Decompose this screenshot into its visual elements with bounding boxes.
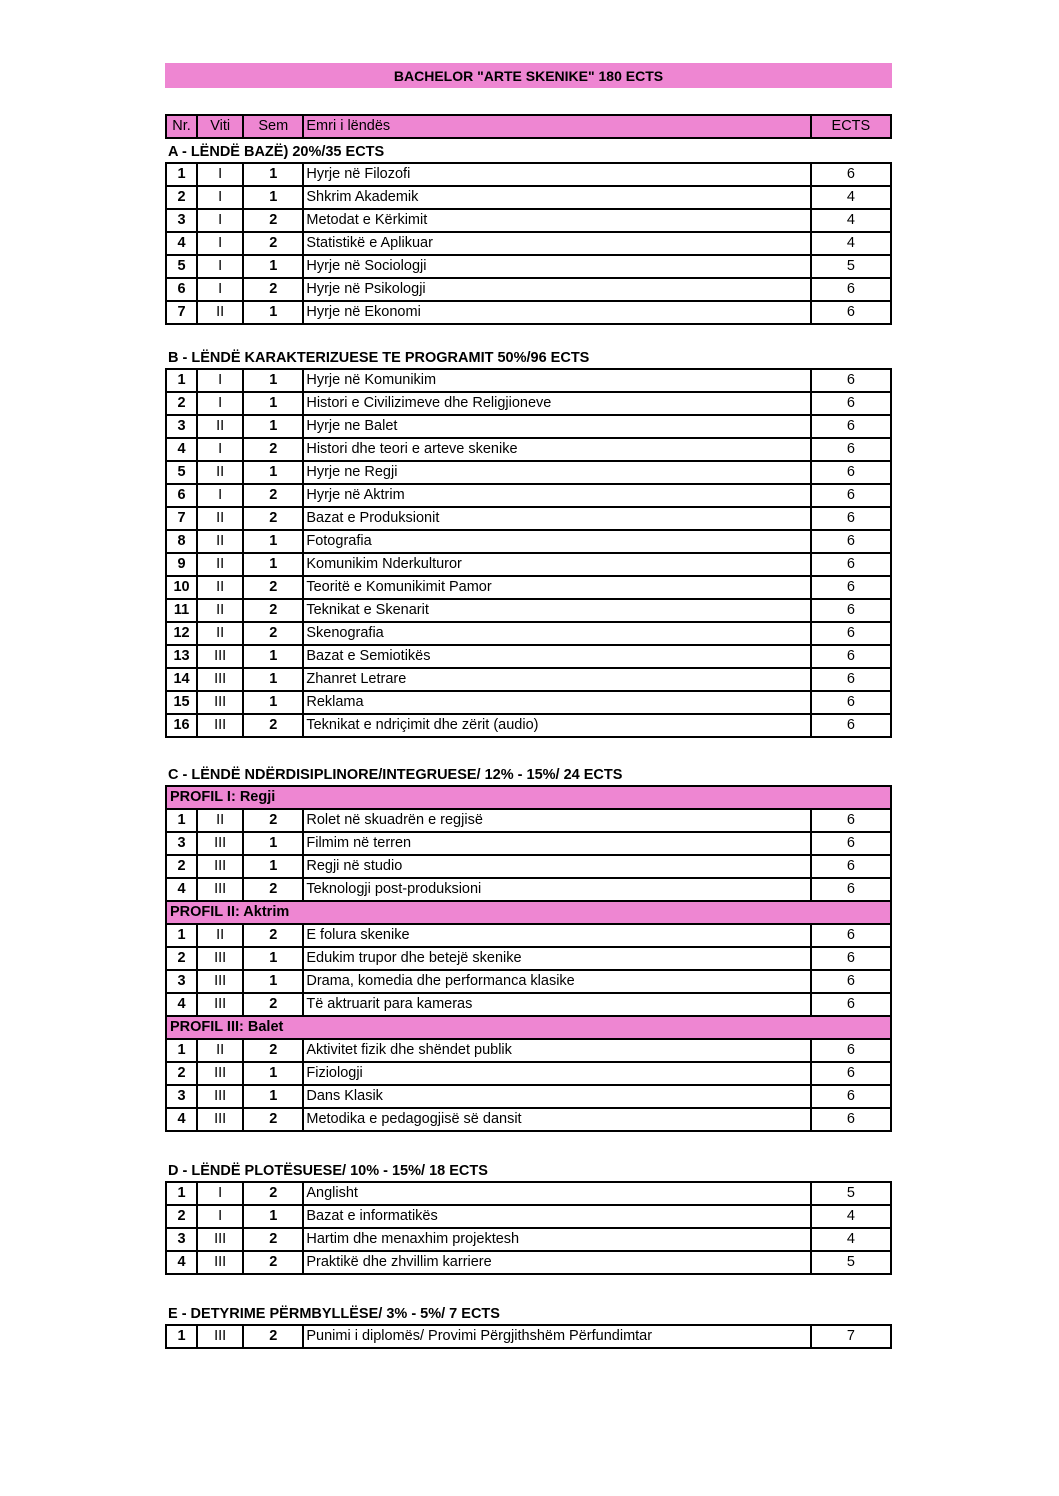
profile-header-row	[166, 1016, 891, 1039]
course-semester: 1	[243, 163, 303, 186]
course-nr: 3	[166, 209, 197, 232]
course-semester: 2	[243, 576, 303, 599]
course-nr: 5	[166, 255, 197, 278]
course-year: III	[197, 832, 243, 855]
course-semester: 1	[243, 415, 303, 438]
course-nr: 15	[166, 691, 197, 714]
table-row	[166, 1039, 891, 1062]
course-year: III	[197, 855, 243, 878]
header-ects: ECTS	[811, 115, 891, 138]
course-name: Rolet në skuadrën e regjisë	[303, 809, 810, 832]
course-name: Fotografia	[303, 530, 810, 553]
course-nr: 4	[166, 1108, 197, 1131]
course-semester: 2	[243, 878, 303, 901]
course-name: Komunikim Nderkulturor	[303, 553, 810, 576]
header-viti: Viti	[197, 115, 243, 138]
course-year: III	[197, 691, 243, 714]
course-name: Teknologji post-produksioni	[303, 878, 810, 901]
course-year: I	[197, 186, 243, 209]
course-semester: 2	[243, 1325, 303, 1348]
course-nr: 4	[166, 438, 197, 461]
course-ects: 4	[811, 209, 891, 232]
course-nr: 10	[166, 576, 197, 599]
course-year: III	[197, 668, 243, 691]
course-name: Edukim trupor dhe betejë skenike	[303, 947, 810, 970]
course-year: III	[197, 878, 243, 901]
course-name: Metodat e Kërkimit	[303, 209, 810, 232]
course-ects: 6	[811, 714, 891, 737]
course-nr: 4	[166, 1251, 197, 1274]
table-row	[166, 1228, 891, 1251]
table-row	[166, 855, 891, 878]
table-rows-d	[165, 1181, 892, 1275]
course-semester: 2	[243, 484, 303, 507]
course-nr: 1	[166, 163, 197, 186]
table-rows-a	[165, 162, 892, 325]
table-row	[166, 970, 891, 993]
course-name: Teknikat e Skenarit	[303, 599, 810, 622]
course-semester: 1	[243, 255, 303, 278]
course-year: I	[197, 209, 243, 232]
course-year: III	[197, 970, 243, 993]
course-name: Hyrje ne Regji	[303, 461, 810, 484]
course-name: E folura skenike	[303, 924, 810, 947]
course-ects: 6	[811, 392, 891, 415]
table-row	[166, 484, 891, 507]
course-year: II	[197, 576, 243, 599]
course-nr: 5	[166, 461, 197, 484]
course-year: III	[197, 1325, 243, 1348]
course-name: Shkrim Akademik	[303, 186, 810, 209]
course-nr: 11	[166, 599, 197, 622]
course-name: Hartim dhe menaxhim projektesh	[303, 1228, 810, 1251]
course-semester: 1	[243, 947, 303, 970]
course-year: I	[197, 232, 243, 255]
course-ects: 6	[811, 1085, 891, 1108]
course-name: Aktivitet fizik dhe shëndet publik	[303, 1039, 810, 1062]
course-semester: 2	[243, 714, 303, 737]
course-nr: 9	[166, 553, 197, 576]
course-year: II	[197, 530, 243, 553]
course-year: I	[197, 255, 243, 278]
header-sem: Sem	[243, 115, 303, 138]
course-nr: 2	[166, 186, 197, 209]
course-ects: 6	[811, 576, 891, 599]
course-year: III	[197, 993, 243, 1016]
course-ects: 6	[811, 301, 891, 324]
profile-label: PROFIL I: Regji	[166, 786, 891, 809]
course-nr: 3	[166, 1228, 197, 1251]
course-year: III	[197, 1228, 243, 1251]
table-row	[166, 209, 891, 232]
course-semester: 1	[243, 1205, 303, 1228]
course-year: III	[197, 1108, 243, 1131]
course-semester: 2	[243, 809, 303, 832]
course-name: Hyrje në Komunikim	[303, 369, 810, 392]
section-d-title: D - LËNDË PLOTËSUESE/ 10% - 15%/ 18 ECTS	[168, 1163, 488, 1179]
course-ects: 6	[811, 553, 891, 576]
table-rows-c	[165, 785, 892, 1132]
section-c-title: C - LËNDË NDËRDISIPLINORE/INTEGRUESE/ 12% - 15%/ 24 ECTS	[168, 767, 623, 783]
course-year: III	[197, 1085, 243, 1108]
course-name: Histori dhe teori e arteve skenike	[303, 438, 810, 461]
table-rows-e	[165, 1324, 892, 1349]
course-nr: 4	[166, 878, 197, 901]
course-ects: 6	[811, 993, 891, 1016]
course-nr: 16	[166, 714, 197, 737]
course-name: Bazat e Semiotikës	[303, 645, 810, 668]
course-name: Hyrje në Aktrim	[303, 484, 810, 507]
course-semester: 1	[243, 855, 303, 878]
course-name: Skenografia	[303, 622, 810, 645]
table-row	[166, 1182, 891, 1205]
table-rows-b	[165, 368, 892, 738]
table-row	[166, 392, 891, 415]
course-name: Drama, komedia dhe performanca klasike	[303, 970, 810, 993]
course-nr: 7	[166, 301, 197, 324]
course-ects: 4	[811, 232, 891, 255]
table-row	[166, 186, 891, 209]
table-row	[166, 691, 891, 714]
course-nr: 3	[166, 415, 197, 438]
course-name: Teknikat e ndriçimit dhe zërit (audio)	[303, 714, 810, 737]
course-ects: 7	[811, 1325, 891, 1348]
profile-label: PROFIL II: Aktrim	[166, 901, 891, 924]
course-semester: 2	[243, 278, 303, 301]
table-row	[166, 924, 891, 947]
course-year: III	[197, 714, 243, 737]
course-nr: 6	[166, 278, 197, 301]
table-row	[166, 255, 891, 278]
course-nr: 3	[166, 970, 197, 993]
course-semester: 1	[243, 461, 303, 484]
course-ects: 6	[811, 668, 891, 691]
table-row	[166, 438, 891, 461]
table-row	[166, 599, 891, 622]
course-ects: 4	[811, 1228, 891, 1251]
course-name: Praktikë dhe zhvillim karriere	[303, 1251, 810, 1274]
table-row	[166, 993, 891, 1016]
profile-header-row	[166, 901, 891, 924]
table-row	[166, 832, 891, 855]
profile-label: PROFIL III: Balet	[166, 1016, 891, 1039]
course-name: Të aktruarit para kameras	[303, 993, 810, 1016]
table-row	[166, 530, 891, 553]
course-name: Teoritë e Komunikimit Pamor	[303, 576, 810, 599]
course-semester: 1	[243, 301, 303, 324]
course-semester: 2	[243, 993, 303, 1016]
course-ects: 6	[811, 947, 891, 970]
section-e-title: E - DETYRIME PËRMBYLLËSE/ 3% - 5%/ 7 ECTS	[168, 1306, 500, 1322]
course-year: II	[197, 461, 243, 484]
course-name: Anglisht	[303, 1182, 810, 1205]
course-nr: 1	[166, 924, 197, 947]
course-year: I	[197, 1182, 243, 1205]
course-name: Hyrje në Psikologji	[303, 278, 810, 301]
course-semester: 2	[243, 209, 303, 232]
course-nr: 3	[166, 1085, 197, 1108]
table-row	[166, 947, 891, 970]
table-row	[166, 461, 891, 484]
course-semester: 1	[243, 186, 303, 209]
table-row	[166, 278, 891, 301]
course-nr: 7	[166, 507, 197, 530]
course-semester: 1	[243, 1085, 303, 1108]
course-ects: 4	[811, 1205, 891, 1228]
profile-header-row	[166, 786, 891, 809]
course-ects: 5	[811, 1182, 891, 1205]
course-ects: 6	[811, 530, 891, 553]
course-semester: 1	[243, 553, 303, 576]
course-name: Dans Klasik	[303, 1085, 810, 1108]
table-row	[166, 1251, 891, 1274]
table-row	[166, 369, 891, 392]
course-semester: 2	[243, 438, 303, 461]
course-semester: 1	[243, 832, 303, 855]
header-name: Emri i lëndës	[303, 115, 810, 138]
course-ects: 6	[811, 970, 891, 993]
course-ects: 5	[811, 1251, 891, 1274]
course-ects: 6	[811, 415, 891, 438]
course-name: Regji në studio	[303, 855, 810, 878]
course-nr: 2	[166, 855, 197, 878]
course-ects: 6	[811, 924, 891, 947]
course-nr: 12	[166, 622, 197, 645]
course-nr: 1	[166, 809, 197, 832]
course-nr: 1	[166, 369, 197, 392]
course-semester: 1	[243, 691, 303, 714]
section-b-title: B - LËNDË KARAKTERIZUESE TE PROGRAMIT 50%/96 ECTS	[168, 350, 590, 366]
course-year: I	[197, 392, 243, 415]
course-name: Punimi i diplomës/ Provimi Përgjithshëm Përfundimtar	[303, 1325, 810, 1348]
course-year: I	[197, 163, 243, 186]
table-row	[166, 622, 891, 645]
course-year: I	[197, 278, 243, 301]
course-ects: 6	[811, 278, 891, 301]
course-name: Statistikë e Aplikuar	[303, 232, 810, 255]
course-nr: 4	[166, 232, 197, 255]
course-name: Hyrje në Ekonomi	[303, 301, 810, 324]
course-semester: 2	[243, 1108, 303, 1131]
course-semester: 2	[243, 599, 303, 622]
course-year: III	[197, 947, 243, 970]
course-name: Bazat e Produksionit	[303, 507, 810, 530]
table-row	[166, 645, 891, 668]
curriculum-document	[165, 63, 892, 1349]
course-ects: 6	[811, 832, 891, 855]
course-year: I	[197, 369, 243, 392]
course-nr: 2	[166, 1205, 197, 1228]
course-semester: 2	[243, 622, 303, 645]
course-ects: 6	[811, 1039, 891, 1062]
table-row	[166, 668, 891, 691]
course-year: II	[197, 301, 243, 324]
course-nr: 6	[166, 484, 197, 507]
table-row	[166, 878, 891, 901]
table-section-a	[165, 114, 892, 139]
course-year: II	[197, 599, 243, 622]
course-year: III	[197, 1062, 243, 1085]
course-name: Metodika e pedagogjisë së dansit	[303, 1108, 810, 1131]
table-row	[166, 714, 891, 737]
table-header-row	[166, 115, 891, 138]
course-semester: 2	[243, 1251, 303, 1274]
course-semester: 1	[243, 668, 303, 691]
course-semester: 2	[243, 924, 303, 947]
course-nr: 3	[166, 832, 197, 855]
course-semester: 1	[243, 530, 303, 553]
course-year: II	[197, 553, 243, 576]
table-row	[166, 809, 891, 832]
table-row	[166, 553, 891, 576]
section-a-title: A - LËNDË BAZË) 20%/35 ECTS	[168, 144, 385, 160]
course-ects: 6	[811, 855, 891, 878]
course-year: II	[197, 809, 243, 832]
table-row	[166, 1205, 891, 1228]
course-ects: 4	[811, 186, 891, 209]
course-year: III	[197, 645, 243, 668]
course-semester: 1	[243, 970, 303, 993]
table-row	[166, 163, 891, 186]
course-ects: 6	[811, 484, 891, 507]
course-semester: 2	[243, 232, 303, 255]
course-year: I	[197, 484, 243, 507]
course-ects: 6	[811, 369, 891, 392]
table-row	[166, 415, 891, 438]
course-year: III	[197, 1251, 243, 1274]
table-row	[166, 1108, 891, 1131]
course-year: I	[197, 1205, 243, 1228]
course-nr: 1	[166, 1325, 197, 1348]
course-name: Reklama	[303, 691, 810, 714]
course-semester: 1	[243, 1062, 303, 1085]
course-nr: 14	[166, 668, 197, 691]
course-ects: 5	[811, 255, 891, 278]
course-nr: 4	[166, 993, 197, 1016]
course-nr: 2	[166, 1062, 197, 1085]
course-ects: 6	[811, 645, 891, 668]
course-ects: 6	[811, 163, 891, 186]
course-year: I	[197, 438, 243, 461]
table-row	[166, 576, 891, 599]
course-name: Histori e Civilizimeve dhe Religjioneve	[303, 392, 810, 415]
course-nr: 1	[166, 1039, 197, 1062]
course-ects: 6	[811, 809, 891, 832]
course-name: Filmim në terren	[303, 832, 810, 855]
course-name: Fiziologji	[303, 1062, 810, 1085]
course-year: II	[197, 1039, 243, 1062]
course-semester: 1	[243, 645, 303, 668]
course-name: Bazat e informatikës	[303, 1205, 810, 1228]
course-ects: 6	[811, 878, 891, 901]
table-row	[166, 1085, 891, 1108]
course-nr: 2	[166, 392, 197, 415]
table-row	[166, 301, 891, 324]
course-ects: 6	[811, 691, 891, 714]
course-name: Hyrje në Filozofi	[303, 163, 810, 186]
course-year: II	[197, 415, 243, 438]
course-year: II	[197, 507, 243, 530]
table-row	[166, 1062, 891, 1085]
course-semester: 1	[243, 369, 303, 392]
course-semester: 2	[243, 1228, 303, 1251]
course-semester: 2	[243, 1182, 303, 1205]
header-nr: Nr.	[166, 115, 197, 138]
document-title: BACHELOR "ARTE SKENIKE" 180 ECTS	[165, 63, 892, 88]
course-nr: 1	[166, 1182, 197, 1205]
course-semester: 2	[243, 507, 303, 530]
course-ects: 6	[811, 438, 891, 461]
course-name: Zhanret Letrare	[303, 668, 810, 691]
course-nr: 8	[166, 530, 197, 553]
course-ects: 6	[811, 1062, 891, 1085]
table-row	[166, 232, 891, 255]
course-semester: 2	[243, 1039, 303, 1062]
course-year: II	[197, 622, 243, 645]
course-year: II	[197, 924, 243, 947]
table-row	[166, 507, 891, 530]
table-row	[166, 1325, 891, 1348]
course-semester: 1	[243, 392, 303, 415]
course-name: Hyrje në Sociologji	[303, 255, 810, 278]
course-nr: 2	[166, 947, 197, 970]
course-ects: 6	[811, 599, 891, 622]
course-ects: 6	[811, 461, 891, 484]
course-ects: 6	[811, 1108, 891, 1131]
course-name: Hyrje ne Balet	[303, 415, 810, 438]
course-ects: 6	[811, 507, 891, 530]
course-nr: 13	[166, 645, 197, 668]
course-ects: 6	[811, 622, 891, 645]
